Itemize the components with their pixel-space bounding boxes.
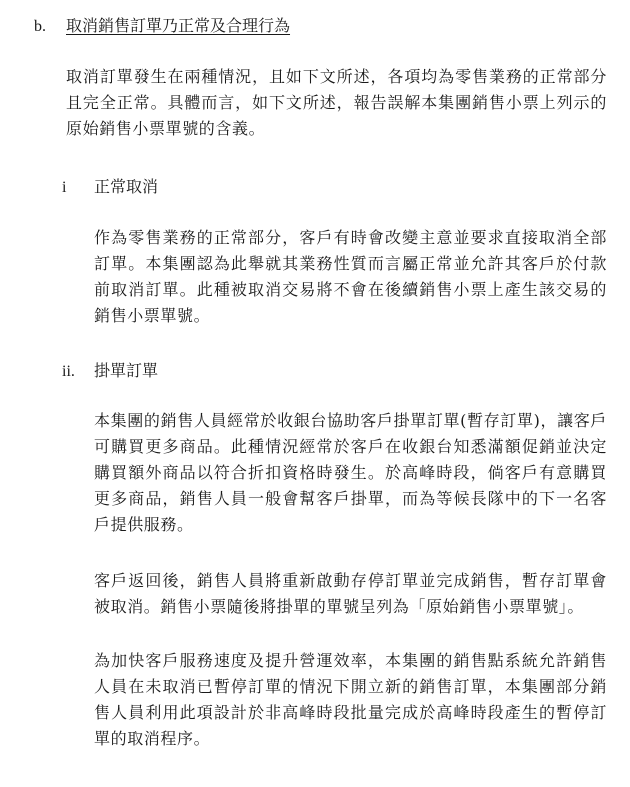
subsection-marker: i [62,179,67,196]
section-heading [34,14,290,39]
subsection-title: 正常取消 [94,177,159,196]
held-orders-paragraph-1: 本集團的銷售人員經常於收銀台協助客戶掛單訂單(暫存訂單)，讓客戶可購買更多商品。此種情況經常於客戶在收銀台知悉滿額促銷並決定購買額外商品以符合折扣資格時發生。於高峰時段，倘客戶有意購買更多商品，銷售人員一般會幫客戶掛單，而為等候長隊中的下一名客戶提供服務。 [94,411,607,534]
section-marker: b. [34,18,46,35]
subsection-heading-held-orders [62,359,158,384]
subsection-heading-normal-cancellation [62,175,158,200]
subsection-title: 掛單訂單 [94,361,159,380]
normal-cancellation-paragraph: 作為零售業務的正常部分，客戶有時會改變主意並要求直接取消全部訂單。本集團認為此舉就其業務性質而言屬正常並允許其客戶於付款前取消訂單。此種被取消交易將不會在後續銷售小票上產生該交易的銷售小票單號。 [94,228,607,325]
section-intro-paragraph: 取消訂單發生在兩種情況，且如下文所述，各項均為零售業務的正常部分且完全正常。具體而言，如下文所述，報告誤解本集團銷售小票上列示的原始銷售小票單號的含義。 [66,67,607,138]
subsection-marker: ii. [62,363,75,380]
held-orders-paragraph-3: 為加快客戶服務速度及提升營運效率，本集團的銷售點系統允許銷售人員在未取消已暫停訂單的情況下開立新的銷售訂單，本集團部分銷售人員利用此項設計於非高峰時段批量完成於高峰時段產生的暫停訂單的取消程序。 [94,651,607,748]
held-orders-paragraph-2: 客戶返回後，銷售人員將重新啟動存停訂單並完成銷售，暫存訂單會被取消。銷售小票隨後將掛單的單號呈列為「原始銷售小票單號」。 [94,571,607,616]
section-title: 取消銷售訂單乃正常及合理行為 [66,16,291,35]
